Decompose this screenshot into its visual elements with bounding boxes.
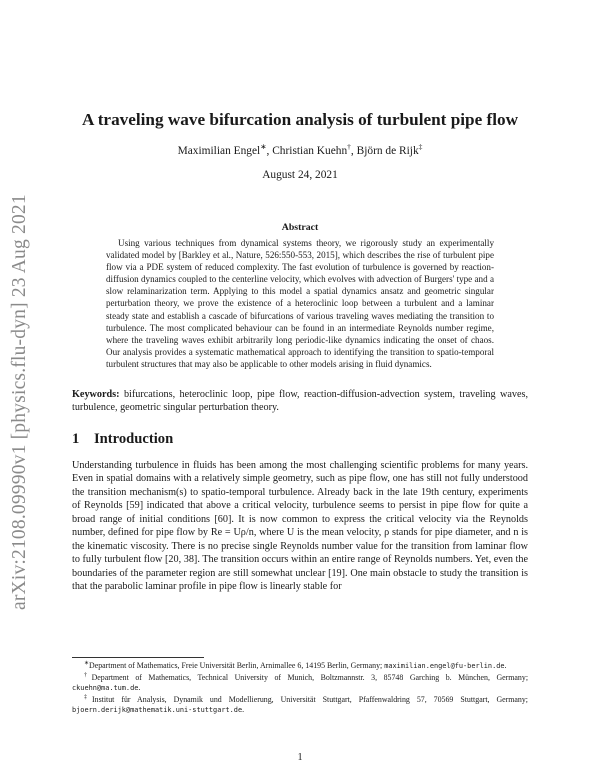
footnote [72, 673, 528, 693]
paper-title: A traveling wave bifurcation analysis of turbulent pipe flow [81, 110, 519, 129]
footnote-email: maximilian.engel@fu-berlin.de [384, 662, 505, 670]
section-heading [72, 431, 173, 448]
author-footnote-mark: ‡ [418, 142, 423, 152]
footnote [72, 661, 528, 671]
arxiv-identifier: arXiv:2108.09990v1 [physics.flu-dyn] 23 Aug 2021 [9, 194, 30, 610]
abstract-heading: Abstract [281, 222, 319, 233]
footnote-text: Institut für Analysis, Dynamik und Modellierung, Universität Stuttgart, Pfaffenwaldring 57, 70569 Stuttgart, Germany; [92, 694, 528, 704]
footnote-email: bjoern.derijk@mathematik.uni-stuttgart.de [72, 706, 243, 714]
footnotes [72, 661, 528, 717]
introduction-text: Understanding turbulence in fluids has been among the most challenging scientific problems for many years. Even in spatial domains with a relatively simple geometry, such as pipe flow, one has still not fully understood the transition mechanism(s) to spatio-temporal turbulence. Already back in the late 19th century, experiments of Reynolds [59] indicated that above a critical velocity, turbulence seems to persist in pipe flow for quite a broad range of initial conditions [60]. It is now common to express the critical velocity via the Reynolds number, defined for pipe flow by Re = Uρ/n, where U is the mean velocity, ρ stands for pipe diameter, and n is the kinematic viscosity. There is no precise single Reynolds number value for the transition from laminar flow to fully turbulent flow [20, 38]. The transition occurs within an entire range of Reynolds numbers. Yet, even the boundaries of the parameter region are still somewhat unclear [19]. One main obstacle to study the transition is that the parabolic laminar profile in pipe flow is linearly stable for [72, 460, 528, 593]
keywords-label: Keywords: [72, 389, 120, 400]
page-number: 1 [297, 752, 303, 763]
author-list [72, 142, 528, 157]
footnote-end: . [138, 683, 141, 692]
footnote-mark: ∗ [84, 660, 90, 667]
publication-date: August 24, 2021 [262, 169, 338, 181]
author-name: Maximilian Engel [177, 145, 261, 157]
section-title: Introduction [94, 431, 174, 447]
author-footnote-mark: ∗ [260, 142, 267, 152]
keywords-text: bifurcations, heteroclinic loop, pipe flow, reaction-diffusion-advection system, traveling waves, turbulence, geometric singular perturbation theory. [72, 389, 528, 414]
footnote-mark: ‡ [84, 694, 92, 701]
footnote-text: Department of Mathematics, Freie Universität Berlin, Arnimallee 6, 14195 Berlin, Germany; [89, 661, 385, 670]
author-separator: , [350, 145, 357, 157]
footnote-end: . [242, 705, 245, 714]
footnote-mark: † [84, 672, 92, 679]
author-name: Christian Kuehn [272, 145, 348, 157]
keywords-paragraph [72, 388, 528, 414]
footnote-text: Department of Mathematics, Technical University of Munich, Boltzmannstr. 3, 85748 Garching b. München, Germany; [91, 672, 529, 682]
author-name: Björn de Rijk [356, 145, 419, 157]
footnote [72, 695, 528, 715]
abstract-text: Using various techniques from dynamical systems theory, we rigorously study an experimentally validated model by [Barkley et al., Nature, 526:550-553, 2015], which describes the rise of turbulent pipe flow via a PDE system of reduced complexity. The fast evolution of turbulence is governed by reaction-diffusion dynamics coupled to the centerline velocity, which evolves with advection of Burgers' type and a slow relaminarization term. Applying to this model a spatial dynamics ansatz and geometric singular perturbation theory, we prove the existence of a heteroclinic loop between a turbulent and a laminar steady state and establish a cascade of bifurcations of various traveling waves mediating the transition to turbulence. The most complicated behaviour can be found in an intermediate Reynolds number regime, where the traveling waves exhibit arbitrarily long periodic-like dynamics indicating the onset of chaos. Our analysis provides a systematic mathematical approach to identifying the transition to spatio-temporal turbulent structures that may also be applicable to other models arising in fluid dynamics. [106, 238, 494, 369]
author-footnote-mark: † [347, 142, 351, 152]
footnote-end: . [504, 661, 507, 670]
section-number: 1 [72, 431, 80, 447]
author-separator: , [266, 145, 273, 157]
footnote-divider [72, 657, 204, 658]
footnote-email: ckuehn@ma.tum.de [72, 684, 139, 692]
